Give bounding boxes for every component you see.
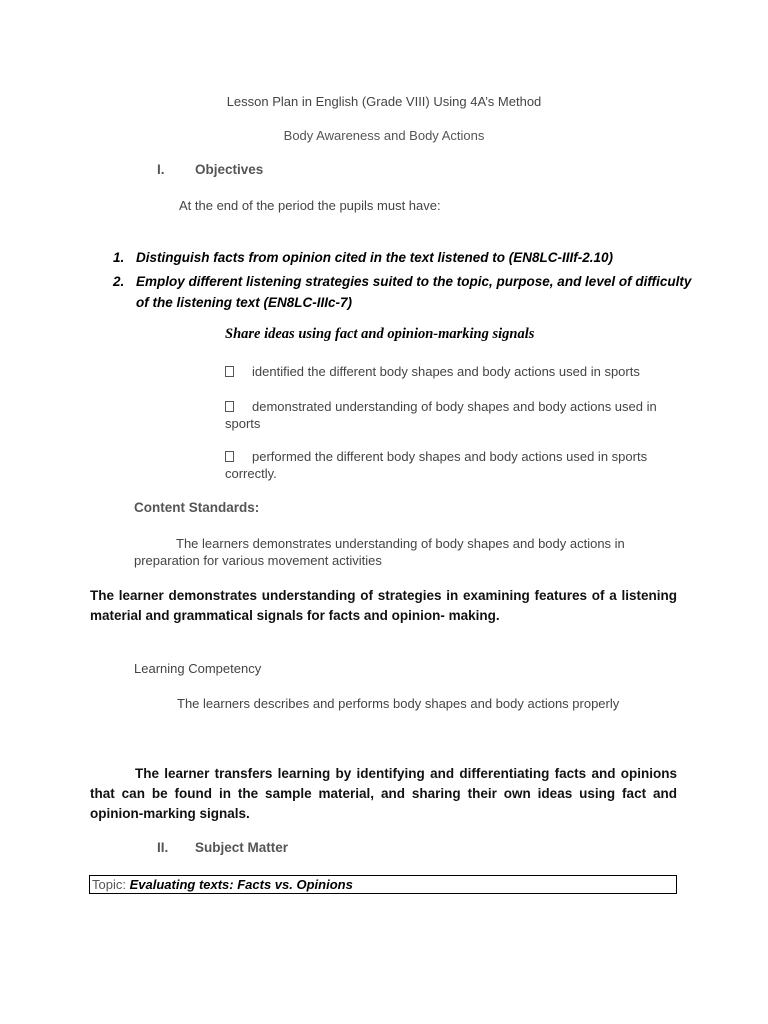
section-title: Objectives xyxy=(195,162,264,177)
topic-box xyxy=(89,875,677,894)
content-standards-paragraph: The learner demonstrates understanding of strategies in examining features of a listening material and grammatical signals for facts and opinion- making. xyxy=(90,588,677,623)
learning-competency-text: The learners describes and performs body shapes and body actions properly xyxy=(177,696,620,711)
check-item-2 xyxy=(225,398,665,432)
check-item-1 xyxy=(225,363,665,380)
content-standards-heading: Content Standards: xyxy=(134,500,260,515)
list-text: Employ different listening strategies suited to the topic, purpose, and level of difficulty of the listening text (EN8LC-IIIc-7) xyxy=(136,274,692,310)
subject-matter-heading xyxy=(157,840,288,855)
list-number: 2. xyxy=(113,274,125,289)
content-standards-text: The learners demonstrates understanding of body shapes and body actions in preparation for various movement activities xyxy=(134,536,625,568)
learning-competency-paragraph: The learner transfers learning by identifying and differentiating facts and opinions that can be found in the sample material, and sharing their own ideas using fact and opinion-marking signals. xyxy=(90,766,677,821)
check-text: performed the different body shapes and body actions used in sports correctly. xyxy=(225,449,648,481)
checkbox-icon xyxy=(225,366,234,377)
share-ideas-line: Share ideas using fact and opinion-marking signals xyxy=(225,326,535,342)
learning-competency-heading: Learning Competency xyxy=(134,661,262,676)
check-text: identified the different body shapes and body actions used in sports xyxy=(252,364,640,379)
checkbox-icon xyxy=(225,401,234,412)
objective-item-2 xyxy=(113,271,696,313)
topic-value: Evaluating texts: Facts vs. Opinions xyxy=(129,877,353,892)
list-text: Distinguish facts from opinion cited in the text listened to (EN8LC-IIIf-2.10) xyxy=(136,250,614,265)
objectives-heading xyxy=(157,162,263,177)
section-number: I. xyxy=(157,162,165,177)
check-item-3 xyxy=(225,448,665,482)
page-title: Lesson Plan in English (Grade VIII) Using 4A’s Method xyxy=(226,94,542,109)
section-title: Subject Matter xyxy=(195,840,289,855)
checkbox-icon xyxy=(225,451,234,462)
page-subtitle: Body Awareness and Body Actions xyxy=(283,128,485,143)
objectives-intro: At the end of the period the pupils must have: xyxy=(179,198,441,213)
section-number: II. xyxy=(157,840,169,855)
objective-item-1 xyxy=(113,250,696,265)
list-number: 1. xyxy=(113,250,125,265)
topic-label: Topic: xyxy=(92,877,126,892)
check-text: demonstrated understanding of body shapes and body actions used in sports xyxy=(225,399,657,431)
